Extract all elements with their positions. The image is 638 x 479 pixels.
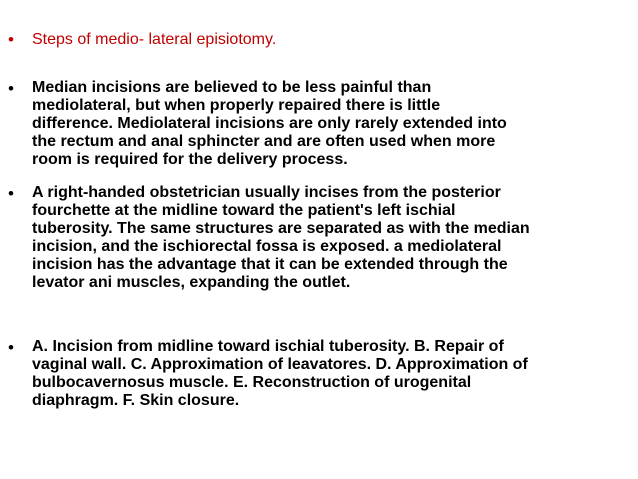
bullet-dot-icon: •: [8, 79, 14, 98]
bullet-text-1: Median incisions are believed to be less painful than mediolateral, but when properly repaired there is little difference. Mediolateral incisions are only rarely extended into the rectum and anal sphincter and are often used when more room is required for the delivery process.: [32, 79, 507, 168]
bullet-dot-icon: •: [8, 184, 14, 203]
bullet-dot-icon: •: [8, 30, 14, 49]
slide-title: Steps of medio- lateral episiotomy.: [32, 31, 277, 48]
bullet-text-3: A. Incision from midline toward ischial tuberosity. B. Repair of vaginal wall. C. Approximation of leavatores. D. Approximation of bulbocavernosus muscle. E. Reconstruction of urogenital diaphragm. F. Skin closure.: [32, 338, 528, 409]
bullet-dot-icon: •: [8, 338, 14, 357]
bullet-text-2: A right-handed obstetrician usually incises from the posterior fourchette at the midline toward the patient's left ischial tuberosity. The same structures are separated as with the median incision, and the ischiorectal fossa is exposed. a mediolateral incision has the advantage that it can be extended through the levator ani muscles, expanding the outlet.: [32, 184, 530, 291]
